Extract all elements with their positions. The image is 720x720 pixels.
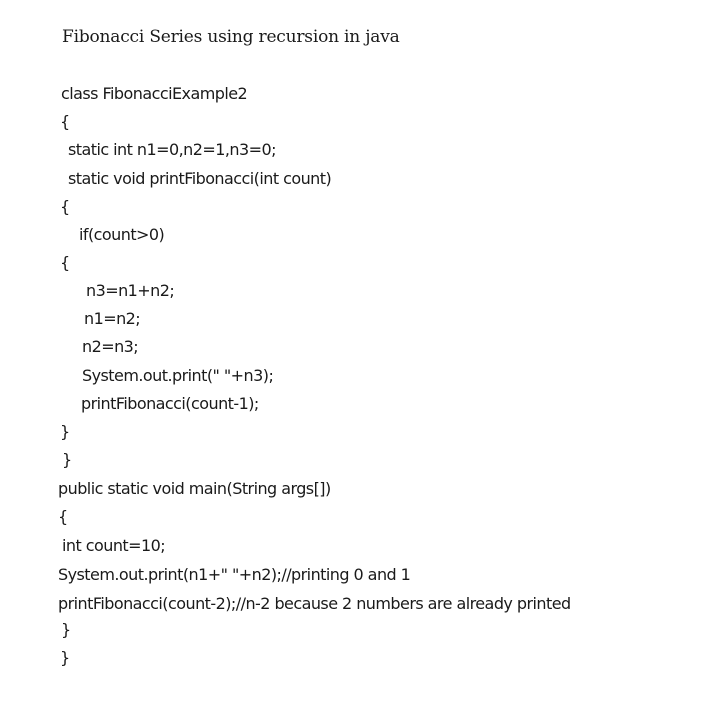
document-title: Fibonacci Series using recursion in java [62,27,400,47]
code-line: int count=10; [62,536,166,555]
code-line: } [60,648,70,667]
code-line: printFibonacci(count-1); [81,394,259,413]
code-line: public static void main(String args[]) [58,479,331,498]
code-line: class FibonacciExample2 [61,84,248,103]
code-line: } [60,422,70,441]
code-line: n2=n3; [82,337,139,356]
code-line: { [60,197,70,216]
code-line: n1=n2; [84,309,141,328]
code-line: { [60,112,70,131]
code-line: static int n1=0,n2=1,n3=0; [68,140,276,159]
code-line: printFibonacci(count-2);//n-2 because 2 numbers are already printed [58,594,571,613]
code-line: { [60,253,70,272]
code-line: static void printFibonacci(int count) [68,169,332,188]
code-line: { [58,507,68,526]
code-line: } [61,620,71,639]
code-line: n3=n1+n2; [86,281,175,300]
code-line: } [62,450,72,469]
code-line: if(count>0) [79,225,165,244]
code-line: System.out.print(" "+n3); [82,366,274,385]
code-line: System.out.print(n1+" "+n2);//printing 0 and 1 [58,565,411,584]
